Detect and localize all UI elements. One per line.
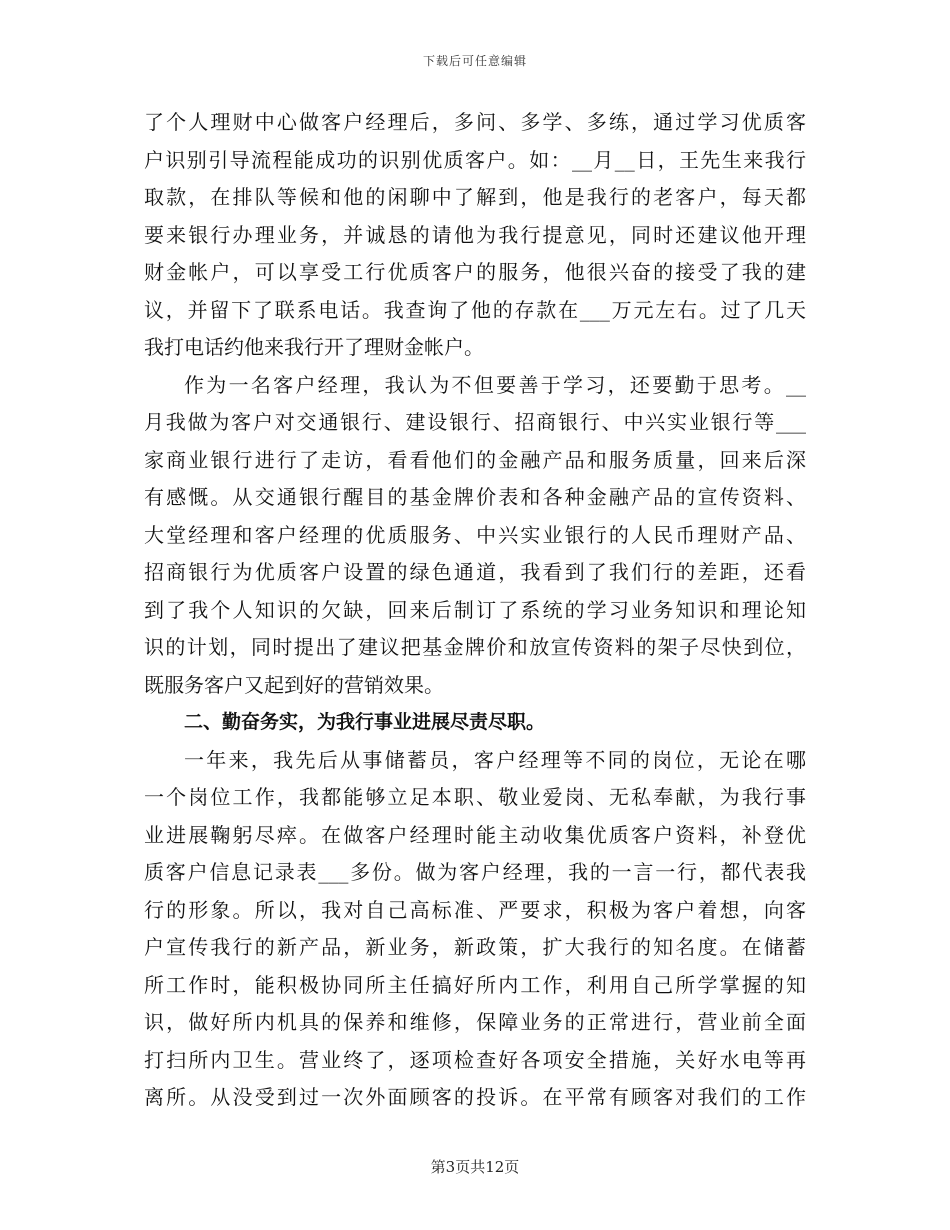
body-line: 户识别引导流程能成功的识别优质客户。如：__月__日，王先生来我行 <box>144 147 806 172</box>
body-line: 业进展鞠躬尽瘁。在做客户经理时能主动收集优质客户资料，补登优 <box>144 822 806 847</box>
body-line: 家商业银行进行了走访，看看他们的金融产品和服务质量，回来后深 <box>144 447 806 472</box>
page-number-footer: 第3页共12页 <box>430 1158 520 1176</box>
body-line: 一年来，我先后从事储蓄员，客户经理等不同的岗位，无论在哪 <box>184 747 806 772</box>
body-line: 识，做好所内机具的保养和维修，保障业务的正常进行，营业前全面 <box>144 1010 806 1034</box>
body-line: 既服务客户又起到好的营销效果。 <box>144 672 444 697</box>
body-line: 打扫所内卫生。营业终了，逐项检查好各项安全措施，关好水电等再 <box>144 1047 806 1072</box>
body-line: 了个人理财中心做客户经理后，多问、多学、多练，通过学习优质客 <box>144 110 806 134</box>
body-line: 质客户信息记录表___多份。做为客户经理，我的一言一行，都代表我 <box>144 860 806 884</box>
body-line: 我打电话约他来我行开了理财金帐户。 <box>144 335 484 359</box>
body-line: 作为一名客户经理，我认为不但要善于学习，还要勤于思考。__ <box>184 372 806 397</box>
body-line: 有感慨。从交通银行醒目的基金牌价表和各种金融产品的宣传资料、 <box>144 485 806 509</box>
body-line: 离所。从没受到过一次外面顾客的投诉。在平常有顾客对我们的工作 <box>144 1085 806 1109</box>
page-header-note: 下载后可任意编辑 <box>422 54 527 68</box>
body-line: 识的计划，同时提出了建议把基金牌价和放宣传资料的架子尽快到位， <box>144 635 806 659</box>
body-line: 所工作时，能积极协同所主任搞好所内工作，利用自己所学掌握的知 <box>144 972 806 997</box>
body-line: 一个岗位工作，我都能够立足本职、敬业爱岗、无私奉献，为我行事 <box>144 785 806 809</box>
body-line: 月我做为客户对交通银行、建设银行、招商银行、中兴实业银行等___ <box>144 410 806 434</box>
body-line: 取款，在排队等候和他的闲聊中了解到，他是我行的老客户，每天都 <box>144 185 806 209</box>
body-line: 议，并留下了联系电话。我查询了他的存款在___万元左右。过了几天 <box>144 297 806 322</box>
body-line: 大堂经理和客户经理的优质服务、中兴实业银行的人民币理财产品、 <box>144 522 806 547</box>
document-body <box>144 104 806 1117</box>
body-line: 到了我个人知识的欠缺，回来后制订了系统的学习业务知识和理论知 <box>144 597 806 622</box>
body-line: 要来银行办理业务，并诚恳的请他为我行提意见，同时还建议他开理 <box>144 222 806 247</box>
body-line: 招商银行为优质客户设置的绿色通道，我看到了我们行的差距，还看 <box>144 560 806 584</box>
section-heading: 二、勤奋务实，为我行事业进展尽责尽职。 <box>184 711 546 733</box>
body-line: 户宣传我行的新产品，新业务，新政策，扩大我行的知名度。在储蓄 <box>144 935 806 959</box>
body-line: 行的形象。所以，我对自己高标准、严要求，积极为客户着想，向客 <box>144 897 806 922</box>
body-line: 财金帐户，可以享受工行优质客户的服务，他很兴奋的接受了我的建 <box>144 260 806 284</box>
